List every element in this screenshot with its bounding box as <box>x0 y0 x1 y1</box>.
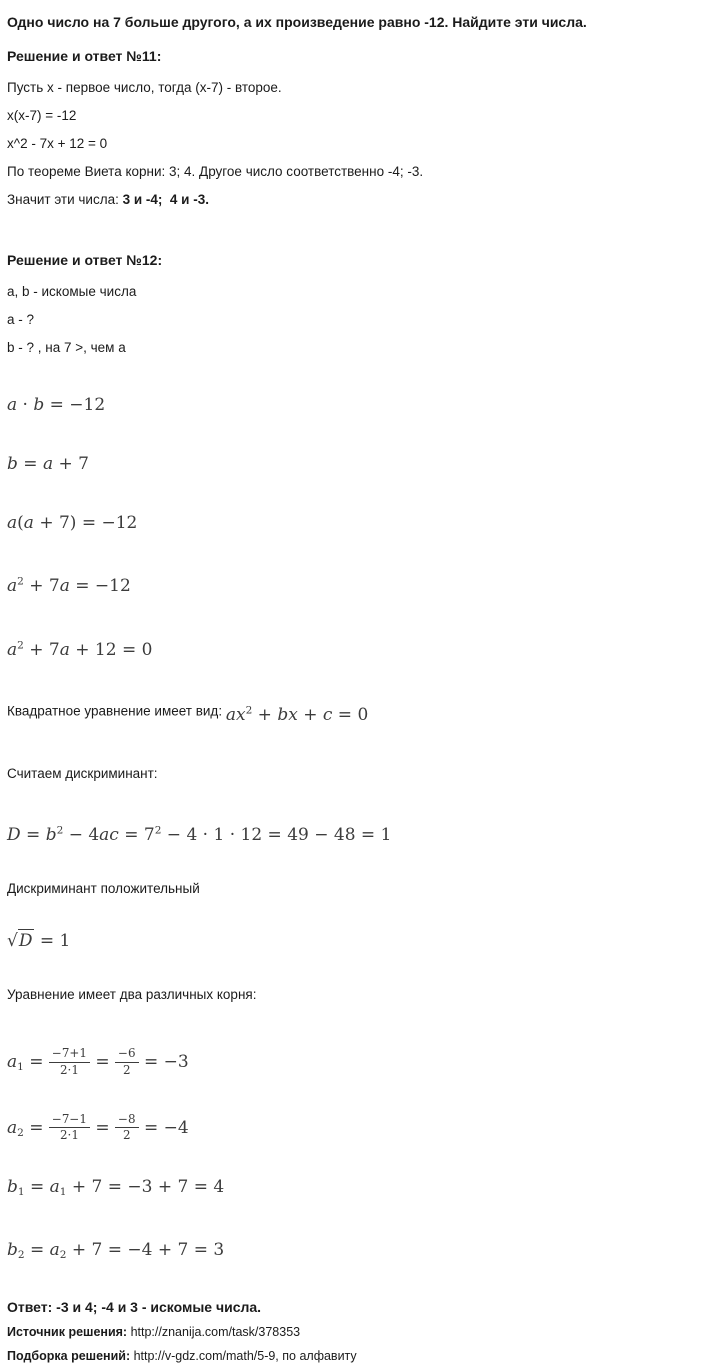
solution-text-line: Дискриминант положительный <box>7 881 200 897</box>
solution-text-line: x^2 - 7x + 12 = 0 <box>7 136 108 151</box>
math-formula-line <box>7 1047 696 1082</box>
math-formula-line <box>7 394 696 417</box>
math-formula-line <box>7 571 696 598</box>
square-root: √D <box>7 931 33 952</box>
fraction: $\frac{-7-1}{2\cdot 1}$ <box>49 1113 90 1143</box>
conclusion-bold: 3 и -4; 4 и -3. <box>122 192 209 207</box>
fraction: $\frac{-7+1}{2\cdot 1}$ <box>49 1047 90 1077</box>
math-formula-line <box>7 1113 696 1148</box>
math-formula-line <box>7 1239 696 1266</box>
source-url: http://v-gdz.com/math/5-9, по алфавиту <box>130 1349 357 1364</box>
solution-text-line: a, b - искомые числа <box>7 284 137 299</box>
fraction: $\frac{-8}{2}$ <box>115 1113 139 1143</box>
math-formula: a · b = −12 <box>7 395 106 415</box>
source-label: Подборка решений: <box>7 1349 131 1364</box>
solution-text-line: x(x-7) = -12 <box>7 108 77 123</box>
math-formula: a(a + 7) = −12 <box>7 513 138 533</box>
math-formula: b = a + 7 <box>7 454 89 474</box>
math-formula-line <box>7 453 696 476</box>
mixed-line-text: Квадратное уравнение имеет вид: <box>7 702 226 718</box>
solution-text-line: По теореме Виета корни: 3; 4. Другое число соответственно -4; -3. <box>7 164 424 179</box>
fraction: $\frac{-6}{2}$ <box>115 1047 139 1077</box>
math-formula-line <box>7 512 696 535</box>
final-answer-line: Ответ: -3 и 4; -4 и 3 - искомые числа. <box>7 1299 262 1316</box>
math-formula: b1 = a1 + 7 = −3 + 7 = 4 <box>7 1176 225 1199</box>
conclusion-text: Значит эти числа: <box>7 192 123 207</box>
section-heading: Решение и ответ №12: <box>7 252 163 268</box>
solution-body <box>7 48 696 1364</box>
source-link-line <box>7 1349 696 1364</box>
source-link-line <box>7 1325 696 1340</box>
solution-text-line: b - ? , на 7 >, чем a <box>7 340 126 355</box>
math-formula: a2 = $\frac{-7-1}{2\cdot 1}$ = $\frac{-8}{2}$ = −4 <box>7 1111 189 1143</box>
source-url: http://znanija.com/task/378353 <box>127 1325 301 1340</box>
text-with-formula-line <box>7 700 696 726</box>
section-heading: Решение и ответ №11: <box>7 48 162 64</box>
solution-text-line: Уравнение имеет два различных корня: <box>7 987 257 1003</box>
math-formula: a1 = $\frac{-7+1}{2\cdot 1}$ = $\frac{-6}{2}$ = −3 <box>7 1046 189 1077</box>
math-formula: b2 = a2 + 7 = −4 + 7 = 3 <box>7 1240 225 1262</box>
math-formula: √D = 1 <box>7 931 71 952</box>
math-formula-line <box>7 1176 696 1203</box>
math-formula-line <box>7 930 696 953</box>
math-formula-line <box>7 634 696 661</box>
solution-text-line: Пусть x - первое число, тогда (x-7) - второе. <box>7 80 282 95</box>
solution-conclusion-line <box>7 192 696 208</box>
source-label: Источник решения: <box>7 1325 128 1340</box>
solution-text-line: Считаем дискриминант: <box>7 765 158 781</box>
problem-title: Одно число на 7 больше другого, а их произведение равно -12. Найдите эти числа. <box>7 14 587 30</box>
math-formula: $ax^2$ + bx + c = 0 <box>225 704 369 725</box>
math-formula: $a^2 + 7a = -12$ <box>7 576 131 597</box>
math-formula-line <box>7 820 696 847</box>
math-formula: $D = b^2 - 4ac = 7^2 - 4 \cdot 1 \cdot 12 = 49 - 48 = 1$ <box>7 824 392 846</box>
math-formula: $a^2 + 7a + 12 = 0$ <box>7 639 153 660</box>
solution-text-line: a - ? <box>7 312 35 327</box>
